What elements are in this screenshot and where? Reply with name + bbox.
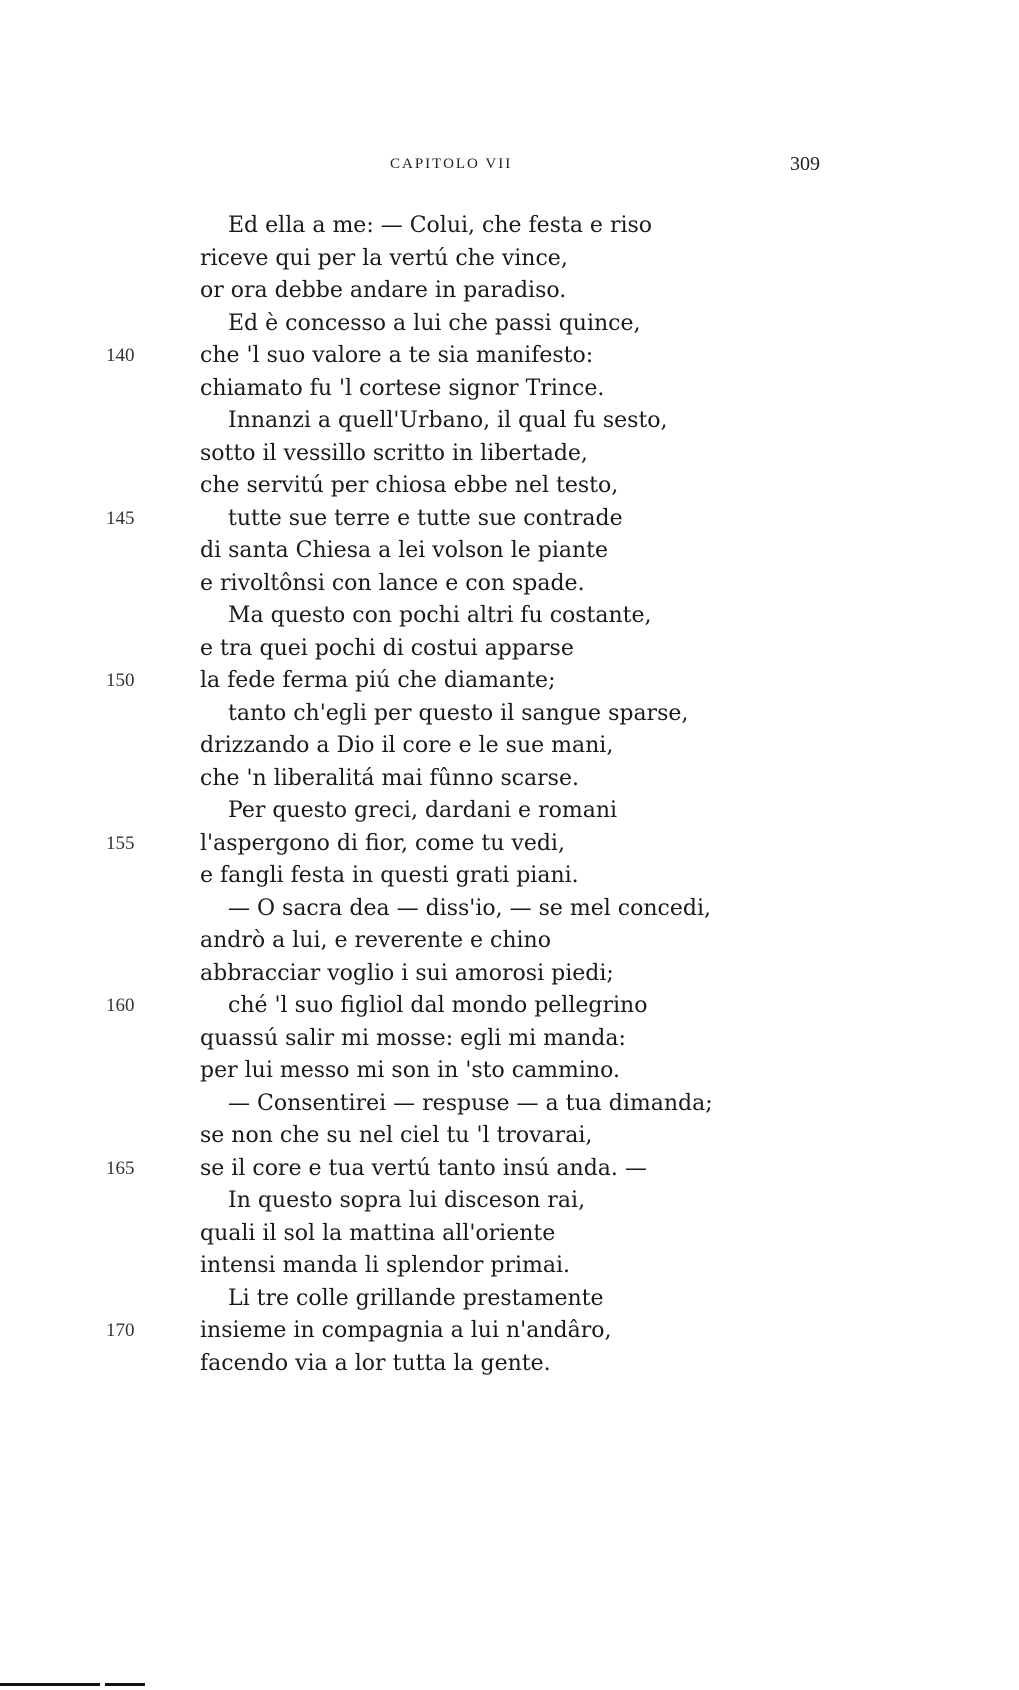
verse-line <box>0 1315 1019 1348</box>
verse-line <box>0 308 1019 341</box>
verse-line <box>0 1153 1019 1186</box>
verse-text: abbracciar voglio i sui amorosi piedi; <box>200 960 614 986</box>
verse-line <box>0 275 1019 308</box>
verse-line <box>0 373 1019 406</box>
line-number: 140 <box>106 345 135 366</box>
verse-line <box>0 600 1019 633</box>
verse-text: se il core e tua vertú tanto insú anda. — <box>200 1155 647 1181</box>
verse-line <box>0 1120 1019 1153</box>
line-number: 160 <box>106 995 135 1016</box>
verse-text: facendo via a lor tutta la gente. <box>200 1350 551 1376</box>
verse-line <box>0 535 1019 568</box>
verse-line <box>0 503 1019 536</box>
verse-line <box>0 828 1019 861</box>
verse-text: insieme in compagnia a lui n'andâro, <box>200 1318 612 1343</box>
bottom-edge-mark <box>0 1683 100 1686</box>
verse-text: Li tre colle grillande prestamente <box>228 1285 604 1311</box>
verse-text: tutte sue terre e tutte sue contrade <box>228 505 623 531</box>
verse-text: che 'n liberalitá mai fûnno scarse. <box>200 765 579 791</box>
verse-text: se non che su nel ciel tu 'l trovarai, <box>200 1123 593 1148</box>
verse-line <box>0 795 1019 828</box>
verse-text: sotto il vessillo scritto in libertade, <box>200 440 588 466</box>
verse-text: Ma questo con pochi altri fu costante, <box>228 603 652 628</box>
verse-line <box>0 925 1019 958</box>
verse-line <box>0 665 1019 698</box>
verse-text: quassú salir mi mosse: egli mi manda: <box>200 1025 626 1051</box>
bottom-edge-mark <box>105 1683 145 1686</box>
verse-text: or ora debbe andare in paradiso. <box>200 278 567 303</box>
verse-line <box>0 568 1019 601</box>
verse-text: che servitú per chiosa ebbe nel testo, <box>200 473 619 498</box>
verse-text: chiamato fu 'l cortese signor Trince. <box>200 375 605 401</box>
verse-text: per lui messo mi son in 'sto cammino. <box>200 1058 620 1083</box>
line-number: 155 <box>106 832 135 854</box>
verse-text: che 'l suo valore a te sia manifesto: <box>200 343 594 368</box>
verse-text: andrò a lui, e reverente e chino <box>200 928 551 953</box>
verse-text: drizzando a Dio il core e le sue mani, <box>200 733 614 758</box>
verse-text: — O sacra dea — diss'io, — se mel concedi, <box>228 895 711 921</box>
verse-line <box>0 1348 1019 1381</box>
verse-line <box>0 990 1019 1023</box>
verse-text: e tra quei pochi di costui apparse <box>200 635 574 661</box>
verse-line <box>0 1055 1019 1088</box>
verse-text: Ed è concesso a lui che passi quince, <box>228 310 641 336</box>
line-number: 165 <box>106 1157 135 1179</box>
verse-line <box>0 405 1019 438</box>
verse-line <box>0 633 1019 666</box>
verse-text: In questo sopra lui disceson rai, <box>228 1188 586 1213</box>
verse-text: di santa Chiesa a lei volson le piante <box>200 538 609 563</box>
verse-line <box>0 958 1019 991</box>
verse-text: intensi manda li splendor primai. <box>200 1253 571 1278</box>
verse-line <box>0 340 1019 373</box>
line-number: 170 <box>106 1320 135 1341</box>
verse-line <box>0 1023 1019 1056</box>
verse-text: tanto ch'egli per questo il sangue sparse, <box>228 700 689 726</box>
verse-line <box>0 730 1019 763</box>
verse-line <box>0 1088 1019 1121</box>
verse-text: e rivoltônsi con lance e con spade. <box>200 570 585 596</box>
line-number: 150 <box>106 670 135 691</box>
verse-text: l'aspergono di fior, come tu vedi, <box>200 830 565 856</box>
running-head: CAPITOLO VII <box>390 156 513 172</box>
verse-text: Per questo greci, dardani e romani <box>228 798 618 823</box>
verse-line <box>0 893 1019 926</box>
verse-block <box>0 210 1019 1380</box>
verse-text: e fangli festa in questi grati piani. <box>200 863 579 888</box>
verse-line <box>0 210 1019 243</box>
verse-line <box>0 243 1019 276</box>
verse-text: la fede ferma piú che diamante; <box>200 668 556 693</box>
page-number: 309 <box>790 153 820 175</box>
verse-line <box>0 438 1019 471</box>
verse-line <box>0 1218 1019 1251</box>
verse-text: — Consentirei — respuse — a tua dimanda; <box>228 1090 713 1116</box>
verse-line <box>0 1250 1019 1283</box>
verse-text: riceve qui per la vertú che vince, <box>200 245 568 271</box>
verse-line <box>0 698 1019 731</box>
verse-line <box>0 763 1019 796</box>
verse-line <box>0 1185 1019 1218</box>
verse-text: Innanzi a quell'Urbano, il qual fu sesto, <box>228 408 668 433</box>
line-number: 145 <box>106 507 135 529</box>
verse-text: ché 'l suo figliol dal mondo pellegrino <box>228 993 648 1018</box>
verse-line <box>0 1283 1019 1316</box>
verse-line <box>0 860 1019 893</box>
verse-line <box>0 470 1019 503</box>
verse-text: quali il sol la mattina all'oriente <box>200 1220 556 1246</box>
verse-text: Ed ella a me: — Colui, che festa e riso <box>228 213 653 238</box>
